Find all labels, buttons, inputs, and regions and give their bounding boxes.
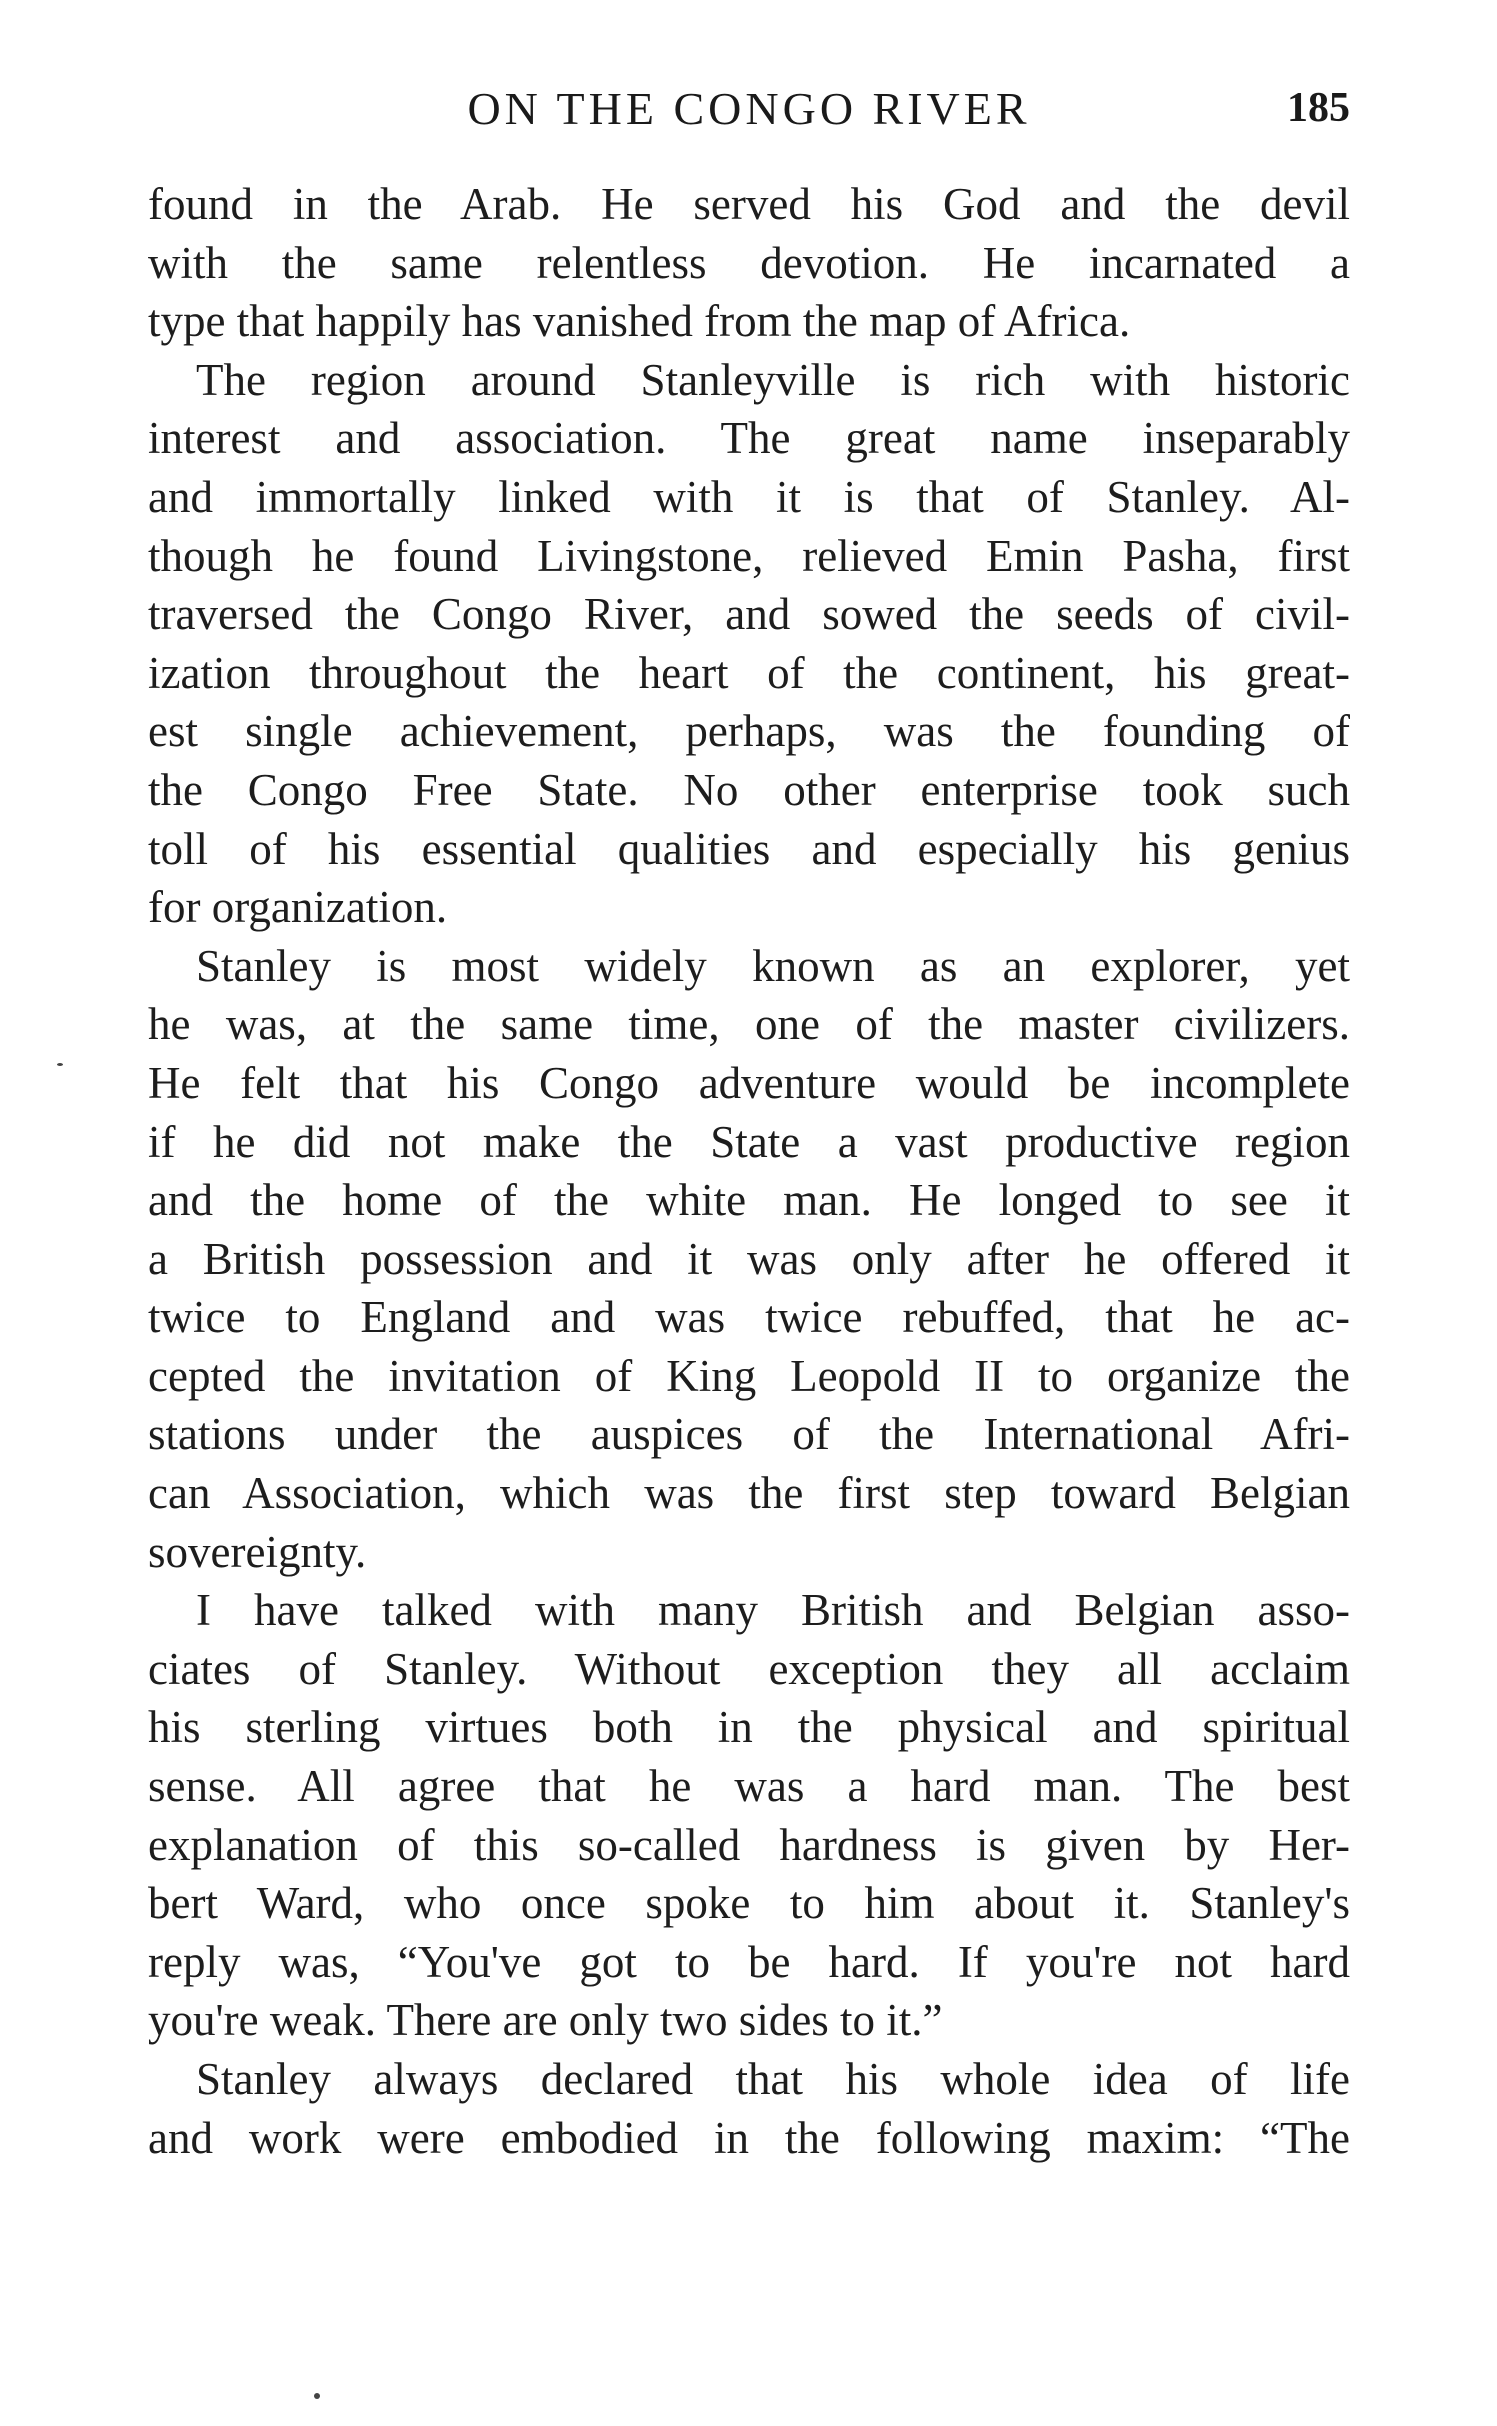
text-line: his sterling virtues both in the physical and spiritual [148,1702,1350,1753]
text-line: and the home of the white man. He longed to see it [148,1175,1350,1226]
text-line: though he found Livingstone, relieved Emin Pasha, first [148,530,1350,581]
text-line: and work were embodied in the following maxim: “The [148,2112,1350,2163]
text-line: Stanley is most widely known as an explorer, yet [196,940,1350,991]
text-line: for organization. [148,882,448,933]
paragraph [148,175,1350,351]
paragraph [148,1581,1350,2050]
print-speck [314,2393,320,2399]
body-text [148,175,1350,2167]
text-line: He felt that his Congo adventure would be incomplete [148,1057,1350,1108]
text-line: est single achievement, perhaps, was the founding of [148,706,1350,757]
text-line: and immortally linked with it is that of Stanley. Al- [148,471,1350,522]
text-line: Stanley always declared that his whole idea of life [196,2054,1350,2104]
paragraph [148,2050,1350,2167]
text-line: stations under the auspices of the International Afri- [148,1409,1350,1460]
paragraph [148,351,1350,937]
text-line: sovereignty. [148,1526,367,1577]
text-line: found in the Arab. He served his God and the devil [148,179,1350,229]
text-line: ization throughout the heart of the continent, his great- [148,647,1350,698]
text-line: with the same relentless devotion. He incarnated a [148,237,1350,288]
text-line: I have talked with many British and Belgian asso- [196,1585,1350,1636]
text-line: ciates of Stanley. Without exception they all acclaim [148,1643,1350,1694]
print-speck [57,1063,63,1066]
text-line: The region around Stanleyville is rich with historic [196,354,1350,405]
text-line: traversed the Congo River, and sowed the seeds of civil- [148,589,1350,640]
text-line: reply was, “You've got to be hard. If you're not hard [148,1936,1350,1987]
page-header [148,82,1350,142]
text-line: the Congo Free State. No other enterprise took such [148,764,1350,815]
paragraph [148,937,1350,1582]
running-head: ON THE CONGO RIVER [467,83,1031,134]
text-line: type that happily has vanished from the map of Africa. [148,296,1131,347]
text-line: toll of his essential qualities and especially his genius [148,823,1350,874]
text-line: interest and association. The great name inseparably [148,413,1350,464]
text-line: bert Ward, who once spoke to him about it. Stanley's [148,1878,1350,1929]
page-number: 185 [1287,85,1350,131]
text-line: sense. All agree that he was a hard man. The best [148,1761,1350,1812]
text-line: cepted the invitation of King Leopold II to organize the [148,1350,1350,1401]
text-line: can Association, which was the first step toward Belgian [148,1468,1350,1519]
text-line: you're weak. There are only two sides to it.” [148,1995,943,2046]
text-line: he was, at the same time, one of the master civilizers. [148,999,1350,1050]
text-line: a British possession and it was only after he offered it [148,1233,1350,1284]
text-line: twice to England and was twice rebuffed, that he ac- [148,1292,1350,1343]
text-line: if he did not make the State a vast productive region [148,1116,1350,1167]
text-line: explanation of this so-called hardness is given by Her- [148,1819,1350,1870]
